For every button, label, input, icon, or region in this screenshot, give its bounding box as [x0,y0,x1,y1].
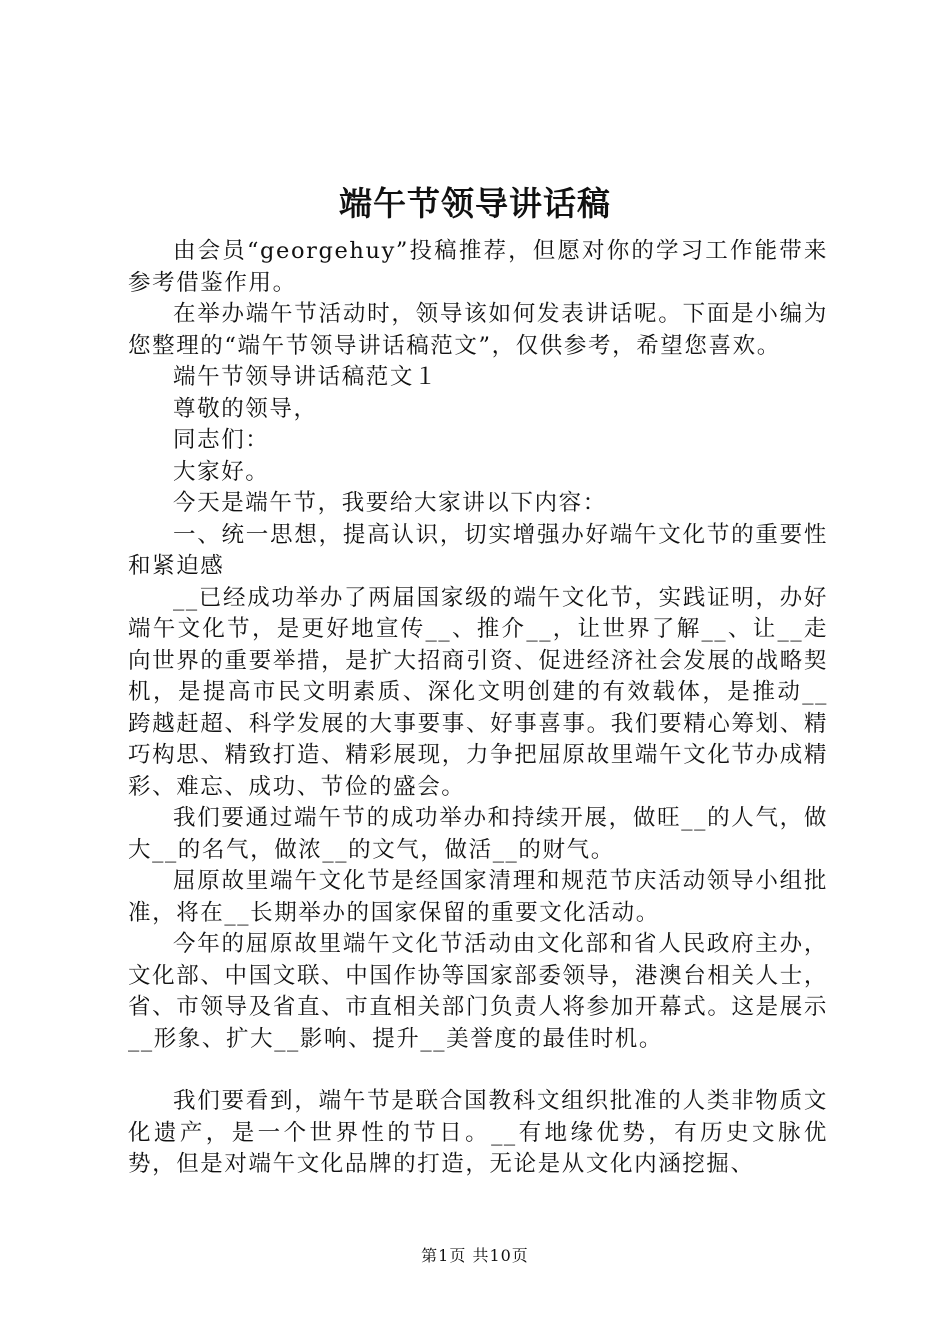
paragraph: 今年的屈原故里端午文化节活动由文化部和省人民政府主办，文化部、中国文联、中国作协等国家部委领导，港澳台相关人士，省、市领导及省直、市直相关部门负责人将参加开幕式。这是展示__形象、扩大__影响、提升__美誉度的最佳时机。 [128,931,828,1052]
paragraph: 端午节领导讲话稿范文１ [173,364,439,390]
document-title: 端午节领导讲话稿 [339,184,611,223]
paragraph: 屈原故里端午文化节是经国家清理和规范节庆活动领导小组批准，将在__长期举办的国家保留的重要文化活动。 [128,868,828,926]
page-footer: 第1页 共10页 [421,1246,529,1265]
paragraph: 由会员“georgehuy”投稿推荐，但愿对你的学习工作能带来参考借鉴作用。 [128,238,828,296]
paragraph: 一、统一思想，提高认识，切实增强办好端午文化节的重要性和紧迫感 [128,521,828,579]
paragraph: __已经成功举办了两届国家级的端午文化节，实践证明，办好端午文化节，是更好地宣传__、推介__，让世界了解__、让__走向世界的重要举措，是扩大招商引资、促进经济社会发展的战略契机，是提高市民文明素质、深化文明创建的有效载体，是推动__跨越赶超、科学发展的大事要事、好事喜事。我们要精心筹划、精巧构思、精致打造、精彩展现，力争把屈原故里端午文化节办成精彩、难忘、成功、节俭的盛会。 [128,584,828,800]
document-body [128,236,828,1181]
paragraph: 同志们： [173,427,270,453]
paragraph: 我们要通过端午节的成功举办和持续开展，做旺__的人气，做大__的名气，做浓__的文气，做活__的财气。 [128,805,828,863]
paragraph: 大家好。 [173,458,270,485]
paragraph: 今天是端午节，我要给大家讲以下内容： [173,490,607,516]
paragraph: 在举办端午节活动时，领导该如何发表讲话呢。下面是小编为您整理的“端午节领导讲话稿范文”，仅供参考，希望您喜欢。 [128,301,828,359]
paragraph: 我们要看到，端午节是联合国教科文组织批准的人类非物质文化遗产，是一个世界性的节日。__有地缘优势，有历史文脉优势，但是对端午文化品牌的打造，无论是从文化内涵挖掘、 [128,1088,828,1177]
paragraph: 尊敬的领导， [173,395,318,422]
